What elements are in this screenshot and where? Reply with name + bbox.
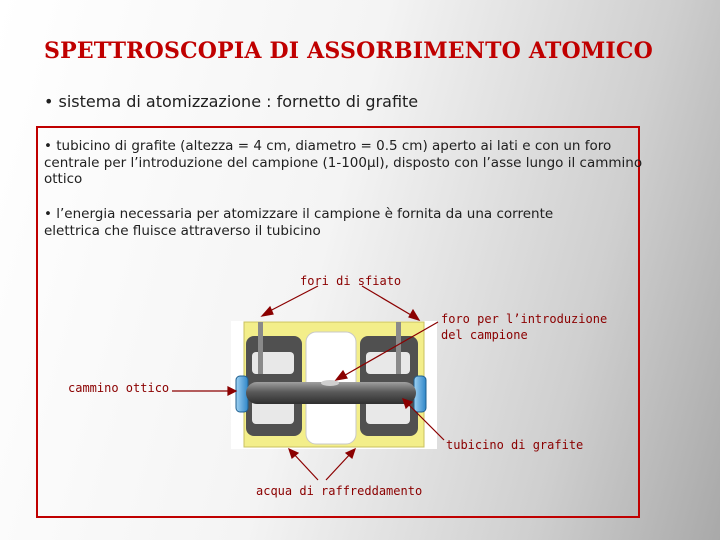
label-optical-path: cammino ottico [68,381,170,395]
label-graphite-tube: tubicino di grafite [446,438,584,452]
arrowhead-vent-right [409,310,419,320]
arrow-vent-left [264,286,318,314]
right-block-slot [366,352,410,374]
arrow-cooling-water-right [326,452,352,480]
label-vents: fori di sfiato [300,274,402,288]
label-sample-hole [441,311,607,343]
label-sample-hole-line1: foro per l’introduzione [441,312,608,326]
arrowhead-vent-left [262,307,273,316]
left-vent-pipe [258,322,263,374]
label-cooling-water: acqua di raffreddamento [256,484,423,498]
label-sample-hole-line2: del campione [441,328,528,342]
arrow-cooling-water-left [292,452,318,480]
paragraph-electric-energy: • l’energia necessaria per atomizzare il campione è fornita da una corrente elettrica che fluisce attraverso il tubicino [44,206,554,239]
arrow-vent-right [362,286,416,318]
sample-injection-hole [321,380,339,386]
slide-title: SPETTROSCOPIA DI ASSORBIMENTO ATOMICO [44,38,653,64]
slide-subtitle: • sistema di atomizzazione : fornetto di grafite [44,92,419,111]
paragraph-graphite-tube: • tubicino di grafite (altezza = 4 cm, diametro = 0.5 cm) aperto ai lati e con un foro centrale per l’introduzione del campione (1-100µl), disposto con l’asse lungo il cammino ottico [44,138,643,187]
right-vent-pipe [396,322,401,374]
